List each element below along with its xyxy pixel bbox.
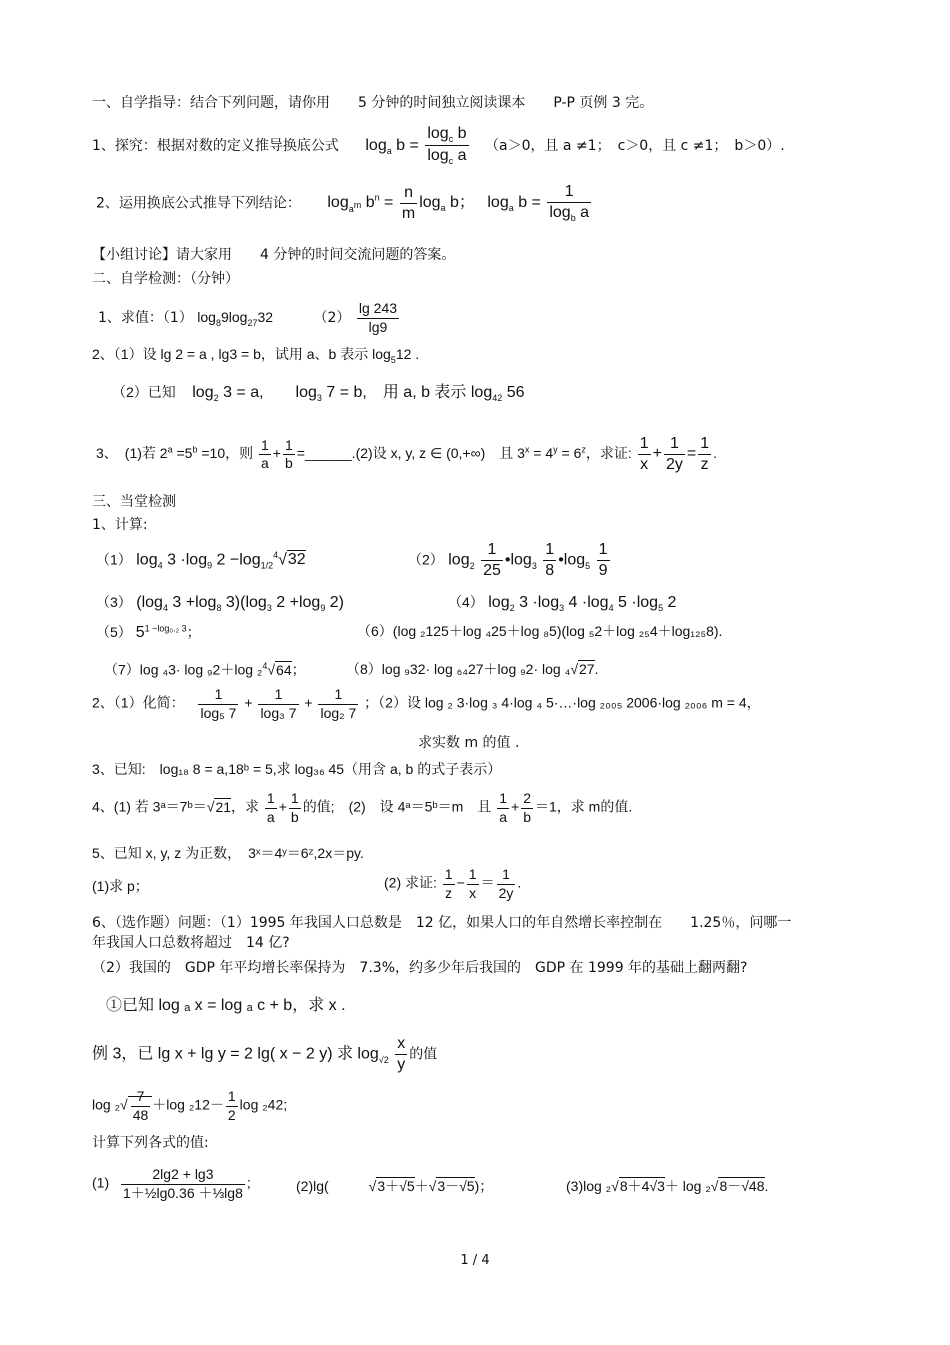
section-2-heading: 二、自学检测：（分钟） bbox=[92, 271, 239, 287]
group-discussion: 【小组讨论】请大家用 4 分钟的时间交流问题的答案。 bbox=[92, 247, 456, 263]
calc-values-label: 计算下列各式的值: bbox=[92, 1135, 209, 1151]
problem-3: 3、 (1)若 $2^a =5^b =10$，则 $\frac{1}{a}$ + $\frac{1}{b}$ =______.(2)设 x, y, z ∈ (0,+∞) 且 $3^x = 4^y = 6^z$，求证: $\frac{1}{x}$ + $\frac{1}{2y}$ = $\frac{1}{z}$ . bbox=[96, 435, 717, 473]
q1-text: 1、探究：根据对数的定义推导换底公式 bbox=[92, 138, 339, 155]
intro-line: 一、自学指导：结合下列问题，请你用 5 分钟的时间独立阅读课本 P-P 页例 3 完。 bbox=[92, 95, 654, 111]
final-2: (2)lg( √3＋√5＋√3－√5)； bbox=[296, 1178, 494, 1194]
calc-3: 3、已知: log₁₈ 8 = a,18ᵇ = 5,求 log₃₆ 45（用含 a, b 的式子表示） bbox=[92, 761, 502, 777]
calc-1-8: （8）log ₉32· log ₆₄27＋log ₉2· log ₄√27. bbox=[346, 661, 599, 677]
formula-power: $\log_{a^m} b^n$ = $\frac{n}{m}$ $\log_a b$； bbox=[327, 183, 475, 222]
calc-6-line-2: 年我国人口总数将超过 14 亿? bbox=[92, 935, 290, 951]
question-1 bbox=[92, 124, 785, 168]
page-number: 1 / 4 bbox=[460, 1253, 490, 1268]
calc-1-6: （6）(log ₂125＋log ₄25＋log ₈5)(log ₅2＋log ₂₅4＋log₁₂₅8). bbox=[357, 623, 723, 639]
final-3: (3)log ₂√8＋4√3＋ log ₂√8－√48. bbox=[566, 1178, 769, 1194]
expr-log: log ₂√ $\frac{7}{48}$ ＋log ₂12－ $\frac{1}{2}$ log ₂42; bbox=[92, 1088, 288, 1123]
calc-5: 5、已知 x, y, z 为正数， 3ˣ＝4ʸ＝6ᶻ,2x＝py. bbox=[92, 845, 364, 861]
formula-fraction: $\frac{\log_c b}{\log_c a}$ bbox=[427, 125, 467, 167]
problem-2-2: （2）已知 $\log_2 3 = a$, $\log_3 7 = b$, 用 a, b 表示 $\log_{42} 56$ bbox=[112, 384, 525, 404]
calc-1-1: （1） $\log_4 3 \cdot\log_9$ $2 -\log_{1/2}^4√32$ bbox=[96, 550, 306, 571]
calc-6-line-1: 6、（选作题）问题：（1）1995 年我国人口总数是 12 亿，如果人口的年自然增长率控制在 1.25％，问哪一 bbox=[92, 915, 792, 931]
formula-reciprocal: $\log_a b$ = $\frac{1}{\log_b a}$ bbox=[487, 183, 590, 224]
calc-5-2: (2) 求证: $\frac{1}{z}$ − $\frac{1}{x}$ ＝ $\frac{1}{2y}$ . bbox=[384, 866, 522, 901]
question-2 bbox=[96, 182, 593, 224]
calc-1-2: （2） $\log_2$ $\frac{1}{25}$ $•\log_3$ $\frac{1}{8}$ $•\log_5$ $\frac{1}{9}$ bbox=[408, 541, 608, 579]
calc-4: 4、(1) 若 3ᵃ＝7ᵇ＝√21，求 $\frac{1}{a}$ + $\frac{1}{b}$ 的值; (2) 设 4ᵃ＝5ᵇ＝m 且 $\frac{1}{a}$ + $\frac{2}{b}$ ＝1，求 m的值. bbox=[92, 790, 633, 825]
q1-conditions: （a＞0，且 a ≠1； c＞0，且 c ≠1； b＞0）. bbox=[484, 138, 785, 155]
q2-text: 2、运用换底公式推导下列结论： bbox=[96, 195, 301, 212]
example-3: 例 3，已 lg x + lg y = 2 lg( x − 2 y) 求 $\log_{√2}$ $\frac{x}{y}$ 的值 bbox=[92, 1035, 438, 1073]
calc-1-label: 1、计算: bbox=[92, 517, 148, 533]
section-3-heading: 三、当堂检测 bbox=[92, 494, 176, 510]
calc-1-5: （5） $5^{1 -log_0._2 3}$； bbox=[96, 623, 201, 641]
calc-6-sub-1: ①已知 log ₐ x = log ₐ c + b，求 x . bbox=[106, 997, 346, 1014]
calc-6-line-3: （2）我国的 GDP 年平均增长率保持为 7.3%，约多少年后我国的 GDP 在 1999 年的基础上翻两翻? bbox=[92, 960, 748, 976]
calc-2-find-m: 求实数 m 的值 . bbox=[418, 735, 520, 751]
calc-1-7: （7）log ₄3· log ₉2＋log ₂$^4$√64； bbox=[104, 661, 306, 678]
calc-5-1: (1)求 p； bbox=[92, 878, 149, 894]
final-1: (1) $\frac{2\lg 2 + \lg 3}{\text{1＋½lg0.36 ＋⅓lg8}}$ ; bbox=[92, 1166, 251, 1201]
change-of-base-formula: $\log_a b$ = $\frac{\log_c b}{\log_c a}$ bbox=[365, 125, 467, 167]
problem-2-1: 2、（1）设 lg 2 = a , lg3 = b，试用 a、b 表示 $\log_512$ . bbox=[92, 346, 420, 365]
calc-1-3: （3） ($\log_4$ $3 +\log_8$ $3)(\log_3$ $2 +\log_9$ 2) bbox=[96, 594, 344, 614]
calc-2: 2、（1）化简： $\frac{1}{\text{log₅ 7}}$ + $\frac{1}{\text{log₃ 7}}$ + $\frac{1}{\text{log₂ 7}}$ ；（2）设 log ₂ 3·log ₃ 4·log ₄ 5·…·log ₂₀₀₅ 2006·log ₂₀₀₆ m = 4， bbox=[92, 686, 761, 721]
calc-1-4: （4） $\log_2 3 \cdot\log_3$ $4 \cdot\log_4$ $5 \cdot\log_5$ 2 bbox=[448, 594, 677, 614]
problem-1: 1、求值：（1） $\log_89\log_{27}32$ （2） $\frac{\lg 243}{\lg 9}$ bbox=[98, 300, 398, 335]
